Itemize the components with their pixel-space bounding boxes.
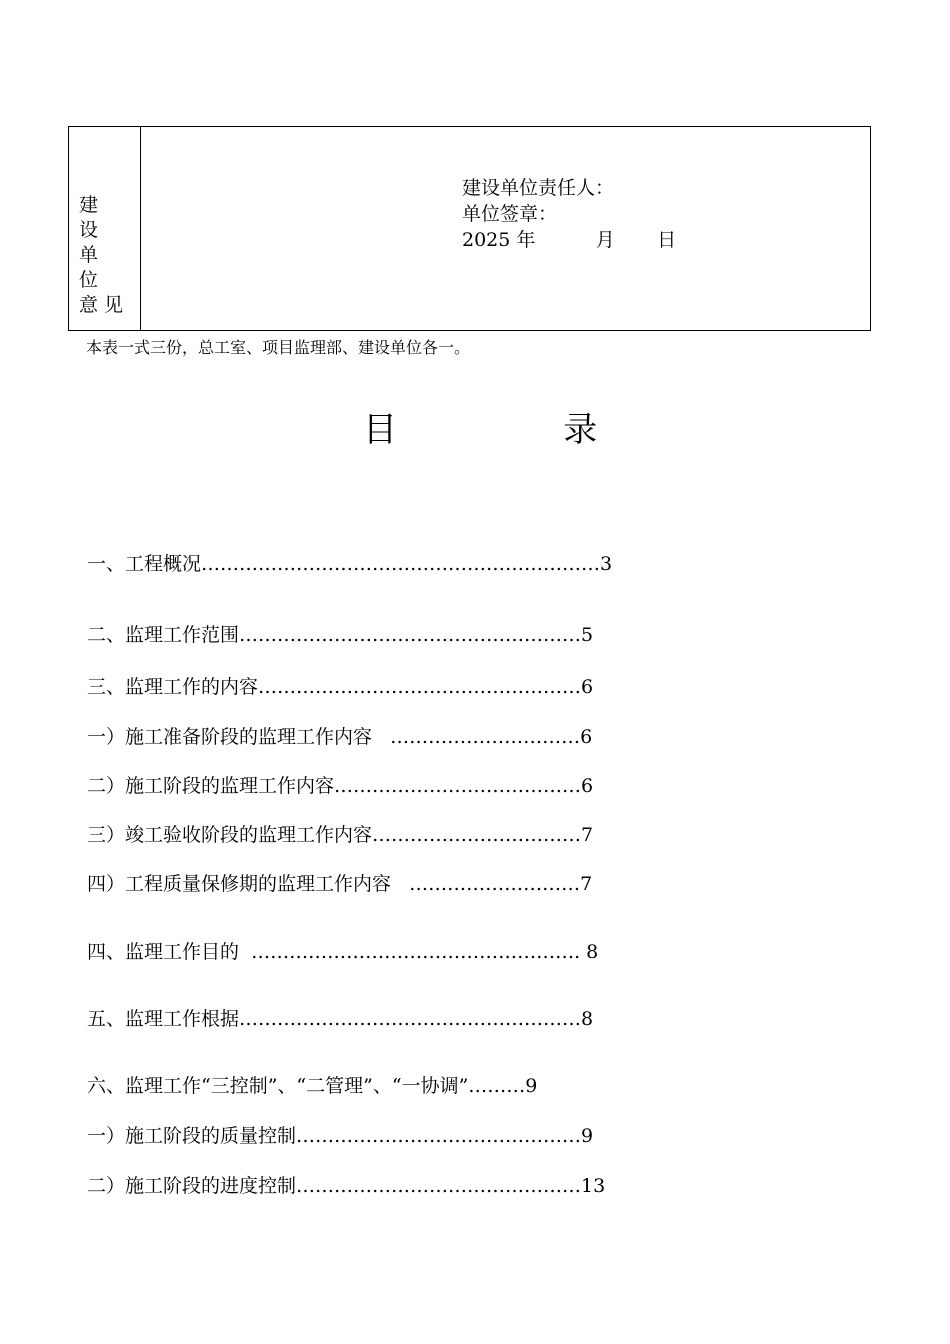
toc-entry[interactable]: 一）施工准备阶段的监理工作内容 …………………………6: [87, 726, 593, 748]
toc-entry[interactable]: 二）施工阶段的进度控制………………………………………13: [87, 1175, 606, 1197]
opinion-label: 建 设 单 位 意见: [79, 194, 130, 316]
toc-entry[interactable]: 三）竣工验收阶段的监理工作内容……………………………7: [87, 824, 594, 846]
toc-entry[interactable]: 一）施工阶段的质量控制………………………………………9: [87, 1125, 594, 1147]
toc-title: 目 录: [363, 410, 599, 450]
toc-entry[interactable]: 二、监理工作范围………………………………………………5: [87, 624, 594, 646]
approval-table: [68, 126, 871, 331]
toc-entry[interactable]: 四）工程质量保修期的监理工作内容 ………………………7: [87, 873, 593, 895]
toc-entry[interactable]: 二）施工阶段的监理工作内容…………………………………6: [87, 775, 594, 797]
toc-entry[interactable]: 六、监理工作“三控制”、“二管理”、“一协调”………9: [87, 1075, 538, 1097]
toc-entry[interactable]: 一、工程概况………………………………………………………3: [87, 553, 613, 575]
responsible-person-line: 建设单位责任人：: [462, 177, 615, 199]
unit-seal-line: 单位签章：: [462, 203, 558, 225]
toc-entry[interactable]: 四、监理工作目的 ……………………………………………. 8: [87, 941, 599, 963]
toc-entry[interactable]: 三、监理工作的内容……………………………………………6: [87, 676, 594, 698]
table-footnote: 本表一式三份，总工室、项目监理部、建设单位各一。: [86, 338, 471, 357]
signature-block: [462, 175, 676, 253]
date-line: 2025 年 月 日: [462, 229, 677, 251]
toc-entry[interactable]: 五、监理工作根据………………………………………………8: [87, 1008, 594, 1030]
label-cell: [69, 127, 141, 330]
